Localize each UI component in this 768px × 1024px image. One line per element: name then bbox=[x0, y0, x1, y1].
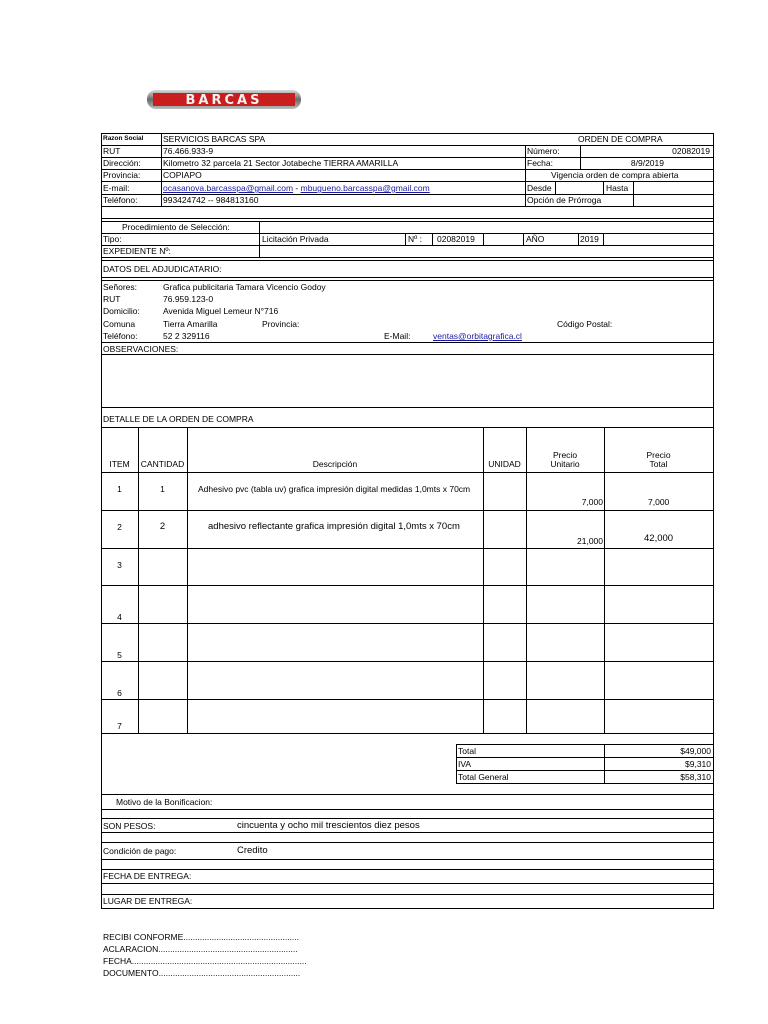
row6-item: 6 bbox=[117, 688, 122, 698]
col-cantidad: CANTIDAD bbox=[140, 459, 185, 469]
adj-rut-value: 76.959.123-0 bbox=[163, 294, 214, 304]
direccion-value: Kilometro 32 parcela 21 Sector Jotabeche TIERRA AMARILLA bbox=[163, 158, 399, 168]
expediente-label: EXPEDIENTE Nº: bbox=[103, 246, 171, 256]
row2-cantidad: 2 bbox=[159, 521, 166, 532]
codigo-postal-label: Código Postal: bbox=[557, 319, 613, 329]
razon-social-label: Razon Social bbox=[103, 135, 144, 142]
row2-descripcion: adhesivo reflectante grafica impresión digital 1,0mts x 70cm bbox=[208, 521, 460, 532]
anio-label: AÑO bbox=[526, 234, 545, 244]
row1-total: 7,000 bbox=[648, 497, 670, 507]
row2-item: 2 bbox=[117, 522, 122, 532]
numero-label: Número: bbox=[527, 146, 560, 156]
vigencia-label: Vigencia orden de compra abierta bbox=[551, 170, 679, 180]
provincia-label: Provincia: bbox=[103, 170, 141, 180]
adj-provincia-label: Provincia: bbox=[262, 319, 300, 329]
senores-value: Grafica publicitaria Tamara Vicencio Godoy bbox=[163, 282, 326, 292]
row2-unitario: 21,000 bbox=[577, 536, 603, 546]
col-precio-total-2: Total bbox=[649, 459, 668, 469]
row7-item: 7 bbox=[117, 721, 122, 731]
adj-rut-label: RUT bbox=[103, 294, 121, 304]
firma-fecha: FECHA.......................................................................... bbox=[103, 956, 307, 966]
iva-value: $9,310 bbox=[685, 759, 711, 769]
desde-label: Desde bbox=[527, 183, 552, 193]
barcas-logo bbox=[143, 86, 306, 113]
email-label: E-mail: bbox=[103, 183, 130, 193]
total-general-value: $58,310 bbox=[680, 772, 711, 782]
row4-item: 4 bbox=[117, 612, 122, 622]
row1-cantidad: 1 bbox=[160, 484, 165, 494]
numero-value: 02082019 bbox=[672, 146, 710, 156]
rut-label: RUT bbox=[103, 146, 121, 156]
domicilio-label: Domicilio: bbox=[103, 306, 140, 316]
detalle-title: DETALLE DE LA ORDEN DE COMPRA bbox=[103, 414, 254, 424]
condicion-label: Condición de pago: bbox=[103, 846, 177, 856]
fecha-entrega-label: FECHA DE ENTREGA: bbox=[103, 871, 192, 881]
total-label: Total bbox=[458, 746, 476, 756]
col-unidad: UNIDAD bbox=[488, 459, 521, 469]
email-line bbox=[163, 184, 430, 193]
razon-social-value: SERVICIOS BARCAS SPA bbox=[163, 134, 266, 144]
prorroga-label: Opción de Prórroga bbox=[527, 195, 602, 205]
recibi-conforme: RECIBI CONFORME................................................. bbox=[103, 932, 299, 942]
documento: DOCUMENTO............................................................ bbox=[103, 968, 301, 978]
hasta-label: Hasta bbox=[606, 183, 629, 193]
motivo-label: Motivo de la Bonificacion: bbox=[116, 797, 213, 807]
telefono-label: Teléfono: bbox=[103, 195, 138, 205]
email-link-2[interactable]: mbugueno.barcasspa@gmail.com bbox=[300, 183, 430, 193]
row1-unitario: 7,000 bbox=[581, 497, 603, 507]
adj-telefono-value: 52 2 329116 bbox=[163, 331, 210, 341]
provincia-value: COPIAPO bbox=[163, 170, 202, 180]
lugar-entrega-label: LUGAR DE ENTREGA: bbox=[103, 896, 193, 906]
logo-text: BARCAS bbox=[185, 93, 263, 108]
son-pesos-label: SON PESOS: bbox=[103, 821, 156, 831]
tipo-label: Tipo: bbox=[103, 234, 122, 244]
n-label: Nº : bbox=[408, 234, 422, 244]
row3-item: 3 bbox=[117, 560, 122, 570]
total-value: $49,000 bbox=[680, 746, 711, 756]
observaciones-label: OBSERVACIONES: bbox=[103, 344, 179, 354]
fecha-value: 8/9/2019 bbox=[630, 158, 664, 168]
adjudicatario-title: DATOS DEL ADJUDICATARIO: bbox=[103, 264, 222, 274]
comuna-label: Comuna bbox=[103, 319, 136, 329]
iva-label: IVA bbox=[458, 759, 472, 769]
email-separator: - bbox=[293, 183, 301, 193]
aclaracion: ACLARACION........................................................... bbox=[103, 944, 298, 954]
col-precio-unit-1: Precio bbox=[552, 450, 578, 460]
col-item: ITEM bbox=[109, 459, 130, 469]
orden-title: ORDEN DE COMPRA bbox=[578, 134, 663, 144]
domicilio-value: Avenida Miguel Lemeur N°716 bbox=[163, 306, 279, 316]
tipo-value: Licitación Privada bbox=[262, 234, 329, 244]
procedimiento-label: Procedimiento de Selección: bbox=[122, 222, 230, 232]
total-general-label: Total General bbox=[458, 772, 509, 782]
direccion-label: Dirección: bbox=[103, 158, 141, 168]
condicion-value: Credito bbox=[237, 845, 268, 856]
adj-email-link[interactable]: ventas@orbitagrafica.cl bbox=[433, 331, 522, 341]
rut-value: 76.466.933-9 bbox=[163, 146, 214, 156]
row1-item: 1 bbox=[117, 484, 122, 494]
col-precio-unit-2: Unitario bbox=[550, 459, 580, 469]
n-value: 02082019 bbox=[437, 234, 475, 244]
adj-email-label: E-Mail: bbox=[384, 331, 411, 341]
col-precio-total-1: Precio bbox=[646, 450, 671, 460]
col-descripcion: Descripción bbox=[312, 459, 358, 469]
son-pesos-value: cincuenta y ocho mil trescientos diez pesos bbox=[237, 820, 420, 831]
telefono-value: 993424742 -- 984813160 bbox=[163, 195, 259, 205]
row2-total: 42,000 bbox=[644, 533, 674, 544]
row5-item: 5 bbox=[117, 650, 122, 660]
adj-telefono-label: Teléfono: bbox=[103, 331, 138, 341]
senores-label: Señores: bbox=[103, 282, 138, 292]
comuna-value: Tierra Amarilla bbox=[163, 319, 218, 329]
fecha-label: Fecha: bbox=[527, 158, 553, 168]
row1-descripcion: Adhesivo pvc (tabla uv) grafica impresión digital medidas 1,0mts x 70cm bbox=[198, 484, 471, 494]
anio-value: 2019 bbox=[580, 234, 599, 244]
email-link-1[interactable]: ocasanova.barcasspa@gmail.com bbox=[163, 183, 294, 193]
